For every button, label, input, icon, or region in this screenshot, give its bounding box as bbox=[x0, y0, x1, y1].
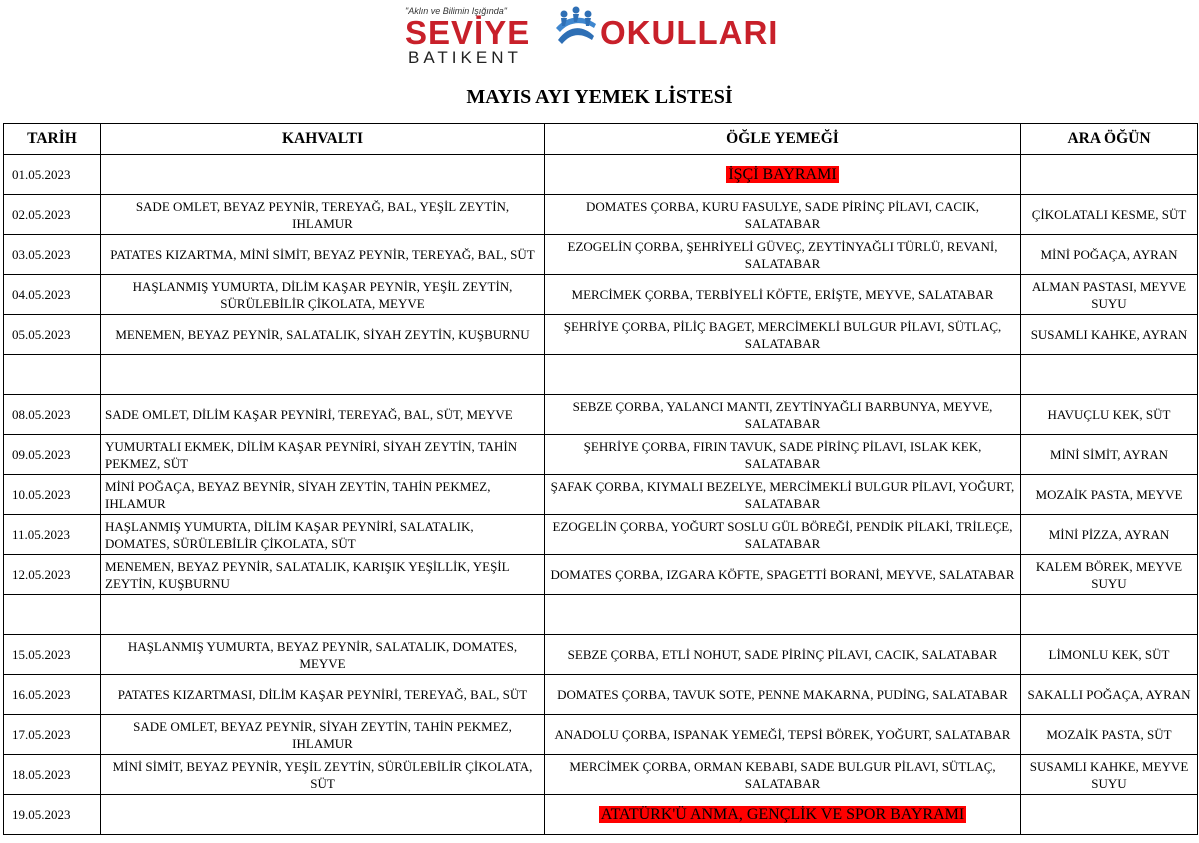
cell-breakfast: SADE OMLET, DİLİM KAŞAR PEYNİRİ, TEREYAĞ, BAL, SÜT, MEYVE bbox=[101, 395, 545, 435]
table-row bbox=[4, 435, 1198, 475]
cell-breakfast: PATATES KIZARTMA, MİNİ SİMİT, BEYAZ PEYNİR, TEREYAĞ, BAL, SÜT bbox=[101, 235, 545, 275]
cell-breakfast: MENEMEN, BEYAZ PEYNİR, SALATALIK, KARIŞIK YEŞİLLİK, YEŞİL ZEYTİN, KUŞBURNU bbox=[101, 555, 545, 595]
table-row bbox=[4, 475, 1198, 515]
cell-snack: MOZAİK PASTA, SÜT bbox=[1021, 715, 1198, 755]
table-row bbox=[4, 355, 1198, 395]
cell-snack: MİNİ PİZZA, AYRAN bbox=[1021, 515, 1198, 555]
table-row bbox=[4, 715, 1198, 755]
cell-date: 09.05.2023 bbox=[4, 435, 101, 475]
cell-lunch: SEBZE ÇORBA, ETLİ NOHUT, SADE PİRİNÇ PİLAVI, CACIK, SALATABAR bbox=[545, 635, 1021, 675]
cell-snack: LİMONLU KEK, SÜT bbox=[1021, 635, 1198, 675]
cell-date: 02.05.2023 bbox=[4, 195, 101, 235]
cell-breakfast: SADE OMLET, BEYAZ PEYNİR, SİYAH ZEYTİN, TAHİN PEKMEZ, IHLAMUR bbox=[101, 715, 545, 755]
cell-lunch: DOMATES ÇORBA, TAVUK SOTE, PENNE MAKARNA, PUDİNG, SALATABAR bbox=[545, 675, 1021, 715]
cell-snack: SAKALLI POĞAÇA, AYRAN bbox=[1021, 675, 1198, 715]
cell-date bbox=[4, 595, 101, 635]
cell-lunch: ŞEHRİYE ÇORBA, PİLİÇ BAGET, MERCİMEKLİ BULGUR PİLAVI, SÜTLAÇ, SALATABAR bbox=[545, 315, 1021, 355]
cell-date: 15.05.2023 bbox=[4, 635, 101, 675]
table-row bbox=[4, 395, 1198, 435]
column-header-snack: ARA ÖĞÜN bbox=[1021, 124, 1198, 155]
cell-date: 19.05.2023 bbox=[4, 795, 101, 835]
table-row bbox=[4, 275, 1198, 315]
cell-date: 16.05.2023 bbox=[4, 675, 101, 715]
cell-snack bbox=[1021, 155, 1198, 195]
cell-lunch: EZOGELİN ÇORBA, ŞEHRİYELİ GÜVEÇ, ZEYTİNYAĞLI TÜRLÜ, REVANİ, SALATABAR bbox=[545, 235, 1021, 275]
cell-snack: ALMAN PASTASI, MEYVE SUYU bbox=[1021, 275, 1198, 315]
cell-date: 08.05.2023 bbox=[4, 395, 101, 435]
logo-brand-left: SEVİYE bbox=[405, 14, 531, 51]
cell-breakfast: PATATES KIZARTMASI, DİLİM KAŞAR PEYNİRİ, TEREYAĞ, BAL, SÜT bbox=[101, 675, 545, 715]
cell-snack: MOZAİK PASTA, MEYVE bbox=[1021, 475, 1198, 515]
cell-breakfast bbox=[101, 795, 545, 835]
table-row bbox=[4, 315, 1198, 355]
cell-lunch: EZOGELİN ÇORBA, YOĞURT SOSLU GÜL BÖREĞİ, PENDİK PİLAKİ, TRİLEÇE, SALATABAR bbox=[545, 515, 1021, 555]
cell-lunch bbox=[545, 155, 1021, 195]
cell-lunch bbox=[545, 595, 1021, 635]
cell-date: 11.05.2023 bbox=[4, 515, 101, 555]
column-header-breakfast: KAHVALTI bbox=[101, 124, 545, 155]
cell-date: 01.05.2023 bbox=[4, 155, 101, 195]
cell-lunch: DOMATES ÇORBA, IZGARA KÖFTE, SPAGETTİ BORANİ, MEYVE, SALATABAR bbox=[545, 555, 1021, 595]
cell-snack bbox=[1021, 795, 1198, 835]
cell-breakfast bbox=[101, 355, 545, 395]
cell-lunch: MERCİMEK ÇORBA, TERBİYELİ KÖFTE, ERİŞTE, MEYVE, SALATABAR bbox=[545, 275, 1021, 315]
cell-breakfast bbox=[101, 595, 545, 635]
cell-breakfast: HAŞLANMIŞ YUMURTA, BEYAZ PEYNİR, SALATALIK, DOMATES, MEYVE bbox=[101, 635, 545, 675]
cell-date: 18.05.2023 bbox=[4, 755, 101, 795]
cell-date: 12.05.2023 bbox=[4, 555, 101, 595]
cell-date: 10.05.2023 bbox=[4, 475, 101, 515]
cell-lunch: SEBZE ÇORBA, YALANCI MANTI, ZEYTİNYAĞLI BARBUNYA, MEYVE, SALATABAR bbox=[545, 395, 1021, 435]
column-header-date: TARİH bbox=[4, 124, 101, 155]
table-body bbox=[4, 155, 1198, 835]
cell-snack: SUSAMLI KAHKE, MEYVE SUYU bbox=[1021, 755, 1198, 795]
cell-date: 04.05.2023 bbox=[4, 275, 101, 315]
holiday-label: ATATÜRK'Ü ANMA, GENÇLİK VE SPOR BAYRAMI bbox=[600, 805, 965, 823]
logo-brand-right: OKULLARI bbox=[600, 14, 779, 51]
table-row bbox=[4, 795, 1198, 835]
cell-snack bbox=[1021, 355, 1198, 395]
cell-snack: ÇİKOLATALI KESME, SÜT bbox=[1021, 195, 1198, 235]
logo-slogan: "Aklın ve Bilimin Işığında" bbox=[405, 6, 507, 16]
cell-date: 17.05.2023 bbox=[4, 715, 101, 755]
table-header-row bbox=[4, 124, 1198, 155]
table-row bbox=[4, 555, 1198, 595]
table-row bbox=[4, 595, 1198, 635]
school-logo bbox=[400, 4, 810, 66]
cell-lunch: ŞAFAK ÇORBA, KIYMALI BEZELYE, MERCİMEKLİ BULGUR PİLAVI, YOĞURT, SALATABAR bbox=[545, 475, 1021, 515]
cell-breakfast: HAŞLANMIŞ YUMURTA, DİLİM KAŞAR PEYNİR, YEŞİL ZEYTİN, SÜRÜLEBİLİR ÇİKOLATA, MEYVE bbox=[101, 275, 545, 315]
table-row bbox=[4, 235, 1198, 275]
logo-figures-icon bbox=[552, 6, 600, 48]
cell-breakfast: YUMURTALI EKMEK, DİLİM KAŞAR PEYNİRİ, SİYAH ZEYTİN, TAHİN PEKMEZ, SÜT bbox=[101, 435, 545, 475]
cell-lunch: DOMATES ÇORBA, KURU FASULYE, SADE PİRİNÇ PİLAVI, CACIK, SALATABAR bbox=[545, 195, 1021, 235]
cell-lunch bbox=[545, 795, 1021, 835]
table-row bbox=[4, 515, 1198, 555]
table-row bbox=[4, 755, 1198, 795]
cell-date: 03.05.2023 bbox=[4, 235, 101, 275]
cell-snack: MİNİ SİMİT, AYRAN bbox=[1021, 435, 1198, 475]
cell-snack: KALEM BÖREK, MEYVE SUYU bbox=[1021, 555, 1198, 595]
cell-lunch: MERCİMEK ÇORBA, ORMAN KEBABI, SADE BULGUR PİLAVI, SÜTLAÇ, SALATABAR bbox=[545, 755, 1021, 795]
holiday-label: İŞÇİ BAYRAMI bbox=[728, 165, 837, 183]
cell-breakfast: MENEMEN, BEYAZ PEYNİR, SALATALIK, SİYAH ZEYTİN, KUŞBURNU bbox=[101, 315, 545, 355]
cell-breakfast: MİNİ POĞAÇA, BEYAZ BEYNİR, SİYAH ZEYTİN, TAHİN PEKMEZ, IHLAMUR bbox=[101, 475, 545, 515]
table-row bbox=[4, 635, 1198, 675]
cell-date: 05.05.2023 bbox=[4, 315, 101, 355]
cell-breakfast: HAŞLANMIŞ YUMURTA, DİLİM KAŞAR PEYNİRİ, SALATALIK, DOMATES, SÜRÜLEBİLİR ÇİKOLATA, SÜT bbox=[101, 515, 545, 555]
cell-snack bbox=[1021, 595, 1198, 635]
table-row bbox=[4, 195, 1198, 235]
cell-lunch: ANADOLU ÇORBA, ISPANAK YEMEĞİ, TEPSİ BÖREK, YOĞURT, SALATABAR bbox=[545, 715, 1021, 755]
cell-lunch: ŞEHRİYE ÇORBA, FIRIN TAVUK, SADE PİRİNÇ PİLAVI, ISLAK KEK, SALATABAR bbox=[545, 435, 1021, 475]
cell-date bbox=[4, 355, 101, 395]
meal-table bbox=[3, 123, 1198, 835]
page-title: MAYIS AYI YEMEK LİSTESİ bbox=[466, 86, 733, 108]
table-row bbox=[4, 675, 1198, 715]
cell-breakfast: SADE OMLET, BEYAZ PEYNİR, TEREYAĞ, BAL, YEŞİL ZEYTİN, IHLAMUR bbox=[101, 195, 545, 235]
cell-breakfast bbox=[101, 155, 545, 195]
cell-snack: MİNİ POĞAÇA, AYRAN bbox=[1021, 235, 1198, 275]
cell-breakfast: MİNİ SİMİT, BEYAZ PEYNİR, YEŞİL ZEYTİN, SÜRÜLEBİLİR ÇİKOLATA, SÜT bbox=[101, 755, 545, 795]
column-header-lunch: ÖĞLE YEMEĞİ bbox=[545, 124, 1021, 155]
cell-snack: SUSAMLI KAHKE, AYRAN bbox=[1021, 315, 1198, 355]
cell-lunch bbox=[545, 355, 1021, 395]
logo-campus: BATIKENT bbox=[408, 48, 522, 67]
cell-snack: HAVUÇLU KEK, SÜT bbox=[1021, 395, 1198, 435]
table-row bbox=[4, 155, 1198, 195]
